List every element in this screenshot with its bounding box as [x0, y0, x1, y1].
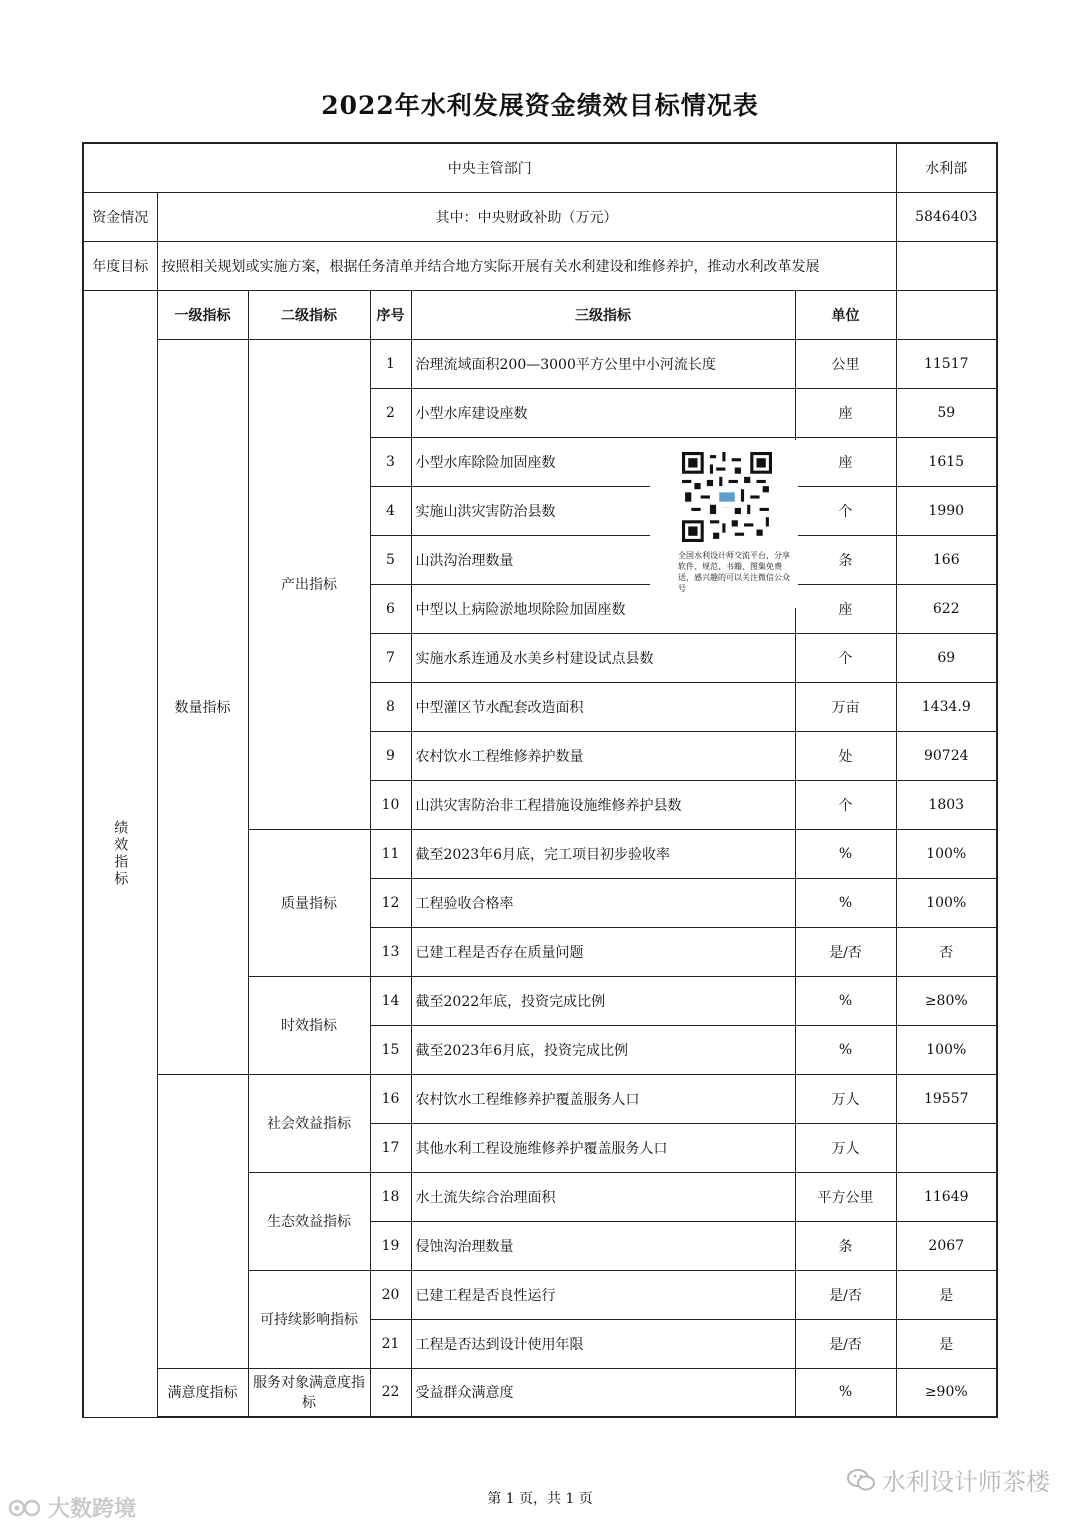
- row-name: 农村饮水工程维修养护数量: [411, 731, 795, 780]
- row-unit: 万人: [795, 1074, 896, 1123]
- row-value: 11649: [896, 1172, 997, 1221]
- row-unit: %: [795, 1368, 896, 1417]
- row-name: 工程验收合格率: [411, 878, 795, 927]
- row-unit: 条: [795, 1221, 896, 1270]
- row-value: 100%: [896, 1025, 997, 1074]
- row-name: 水土流失综合治理面积: [411, 1172, 795, 1221]
- fund-value: 5846403: [896, 192, 997, 241]
- row-seq: 19: [370, 1221, 411, 1270]
- group-output: 产出指标: [248, 339, 370, 829]
- fund-label: 资金情况: [83, 192, 157, 241]
- row-seq: 13: [370, 927, 411, 976]
- row-unit: 座: [795, 388, 896, 437]
- dept-label: 中央主管部门: [83, 143, 896, 192]
- row-unit: 是/否: [795, 927, 896, 976]
- qr-overlay: [650, 440, 798, 608]
- row-value: 2067: [896, 1221, 997, 1270]
- row-unit: 座: [795, 584, 896, 633]
- group-effect-blank: [157, 1074, 248, 1368]
- row-seq: 10: [370, 780, 411, 829]
- dept-row: [83, 143, 997, 192]
- brand-logo-icon: [8, 1496, 44, 1520]
- header-level3: 三级指标: [411, 290, 795, 339]
- row-name: 其他水利工程设施维修养护覆盖服务人口: [411, 1123, 795, 1172]
- row-unit: 万人: [795, 1123, 896, 1172]
- watermark-left: [8, 1492, 136, 1523]
- row-value: 622: [896, 584, 997, 633]
- row-value: 1615: [896, 437, 997, 486]
- row-seq: 11: [370, 829, 411, 878]
- row-seq: 6: [370, 584, 411, 633]
- row-name: 小型水库除险加固座数: [411, 437, 795, 486]
- row-value: 166: [896, 535, 997, 584]
- row-name: 工程是否达到设计使用年限: [411, 1319, 795, 1368]
- table-row: [83, 339, 997, 388]
- group-service: 服务对象满意度指标: [248, 1368, 370, 1417]
- group-eco: 生态效益指标: [248, 1172, 370, 1270]
- watermark-right-text: 水利设计师茶楼: [882, 1468, 1050, 1496]
- group-qty: 数量指标: [157, 339, 248, 1074]
- row-value: 90724: [896, 731, 997, 780]
- row-seq: 14: [370, 976, 411, 1025]
- row-value: 69: [896, 633, 997, 682]
- row-value: 100%: [896, 829, 997, 878]
- row-name: 实施山洪灾害防治县数: [411, 486, 795, 535]
- row-name: 截至2023年6月底，投资完成比例: [411, 1025, 795, 1074]
- row-value: 100%: [896, 878, 997, 927]
- row-unit: 座: [795, 437, 896, 486]
- row-value: 11517: [896, 339, 997, 388]
- row-seq: 1: [370, 339, 411, 388]
- header-seq: 序号: [370, 290, 411, 339]
- row-seq: 16: [370, 1074, 411, 1123]
- row-value: 19557: [896, 1074, 997, 1123]
- row-value: 是: [896, 1319, 997, 1368]
- group-social: 社会效益指标: [248, 1074, 370, 1172]
- row-seq: 7: [370, 633, 411, 682]
- row-value: 是: [896, 1270, 997, 1319]
- row-name: 农村饮水工程维修养护覆盖服务人口: [411, 1074, 795, 1123]
- row-seq: 17: [370, 1123, 411, 1172]
- row-seq: 20: [370, 1270, 411, 1319]
- row-name: 截至2022年底，投资完成比例: [411, 976, 795, 1025]
- table-row: [83, 1074, 997, 1123]
- qr-caption: 全国水利设计师交流平台，分享软件、规范、书籍、图集免费送，感兴趣的可以关注微信公众号: [678, 551, 790, 593]
- qr-code-icon: [682, 452, 772, 542]
- row-value: ≥80%: [896, 976, 997, 1025]
- row-seq: 12: [370, 878, 411, 927]
- row-value: 1803: [896, 780, 997, 829]
- row-seq: 2: [370, 388, 411, 437]
- row-unit: %: [795, 829, 896, 878]
- row-name: 已建工程是否存在质量问题: [411, 927, 795, 976]
- row-value: 否: [896, 927, 997, 976]
- row-unit: 是/否: [795, 1319, 896, 1368]
- row-name: 侵蚀沟治理数量: [411, 1221, 795, 1270]
- row-unit: 条: [795, 535, 896, 584]
- row-unit: %: [795, 976, 896, 1025]
- row-unit: 个: [795, 633, 896, 682]
- row-value: 1434.9: [896, 682, 997, 731]
- header-level2: 二级指标: [248, 290, 370, 339]
- row-name: 实施水系连通及水美乡村建设试点县数: [411, 633, 795, 682]
- row-unit: 公里: [795, 339, 896, 388]
- row-unit: 万亩: [795, 682, 896, 731]
- row-name: 小型水库建设座数: [411, 388, 795, 437]
- row-seq: 15: [370, 1025, 411, 1074]
- row-value: [896, 1123, 997, 1172]
- row-seq: 3: [370, 437, 411, 486]
- page-footer: 第 1 页，共 1 页: [487, 1491, 593, 1507]
- row-unit: 平方公里: [795, 1172, 896, 1221]
- row-seq: 4: [370, 486, 411, 535]
- fund-row: [83, 192, 997, 241]
- row-seq: 18: [370, 1172, 411, 1221]
- dept-value: 水利部: [896, 143, 997, 192]
- row-seq: 5: [370, 535, 411, 584]
- header-value: [896, 290, 997, 339]
- row-unit: 个: [795, 486, 896, 535]
- row-value: ≥90%: [896, 1368, 997, 1417]
- group-quality: 质量指标: [248, 829, 370, 976]
- row-unit: %: [795, 878, 896, 927]
- row-unit: 个: [795, 780, 896, 829]
- row-value: 59: [896, 388, 997, 437]
- row-seq: 21: [370, 1319, 411, 1368]
- group-sustain: 可持续影响指标: [248, 1270, 370, 1368]
- header-level1: 一级指标: [157, 290, 248, 339]
- perf-label: 绩效指标: [83, 290, 157, 1417]
- goal-row: [83, 241, 997, 290]
- row-seq: 9: [370, 731, 411, 780]
- row-seq: 8: [370, 682, 411, 731]
- goal-label: 年度目标: [83, 241, 157, 290]
- watermark-left-text: 大数跨境: [48, 1497, 137, 1522]
- group-satisfaction: 满意度指标: [157, 1368, 248, 1417]
- goal-text: 按照相关规划或实施方案，根据任务清单并结合地方实际开展有关水利建设和维修养护，推动水利改革发展: [157, 241, 896, 290]
- goal-value: [896, 241, 997, 290]
- row-name: 山洪灾害防治非工程措施设施维修养护县数: [411, 780, 795, 829]
- row-unit: 处: [795, 731, 896, 780]
- group-timeliness: 时效指标: [248, 976, 370, 1074]
- row-name: 治理流域面积200—3000平方公里中小河流长度: [411, 339, 795, 388]
- performance-table: [82, 142, 998, 1418]
- row-name: 已建工程是否良性运行: [411, 1270, 795, 1319]
- row-value: 1990: [896, 486, 997, 535]
- page-title: 2022年水利发展资金绩效目标情况表: [321, 91, 759, 120]
- header-unit: 单位: [795, 290, 896, 339]
- fund-sub-label: 其中：中央财政补助（万元）: [157, 192, 896, 241]
- row-name: 中型灌区节水配套改造面积: [411, 682, 795, 731]
- row-name: 中型以上病险淤地坝除险加固座数: [411, 584, 795, 633]
- row-name: 截至2023年6月底，完工项目初步验收率: [411, 829, 795, 878]
- table-row: [83, 1368, 997, 1417]
- wechat-icon: [846, 1467, 876, 1493]
- header-row: [83, 290, 997, 339]
- row-unit: %: [795, 1025, 896, 1074]
- row-seq: 22: [370, 1368, 411, 1417]
- watermark-right: [846, 1462, 1050, 1497]
- row-name: 受益群众满意度: [411, 1368, 795, 1417]
- row-name: 山洪沟治理数量: [411, 535, 795, 584]
- row-unit: 是/否: [795, 1270, 896, 1319]
